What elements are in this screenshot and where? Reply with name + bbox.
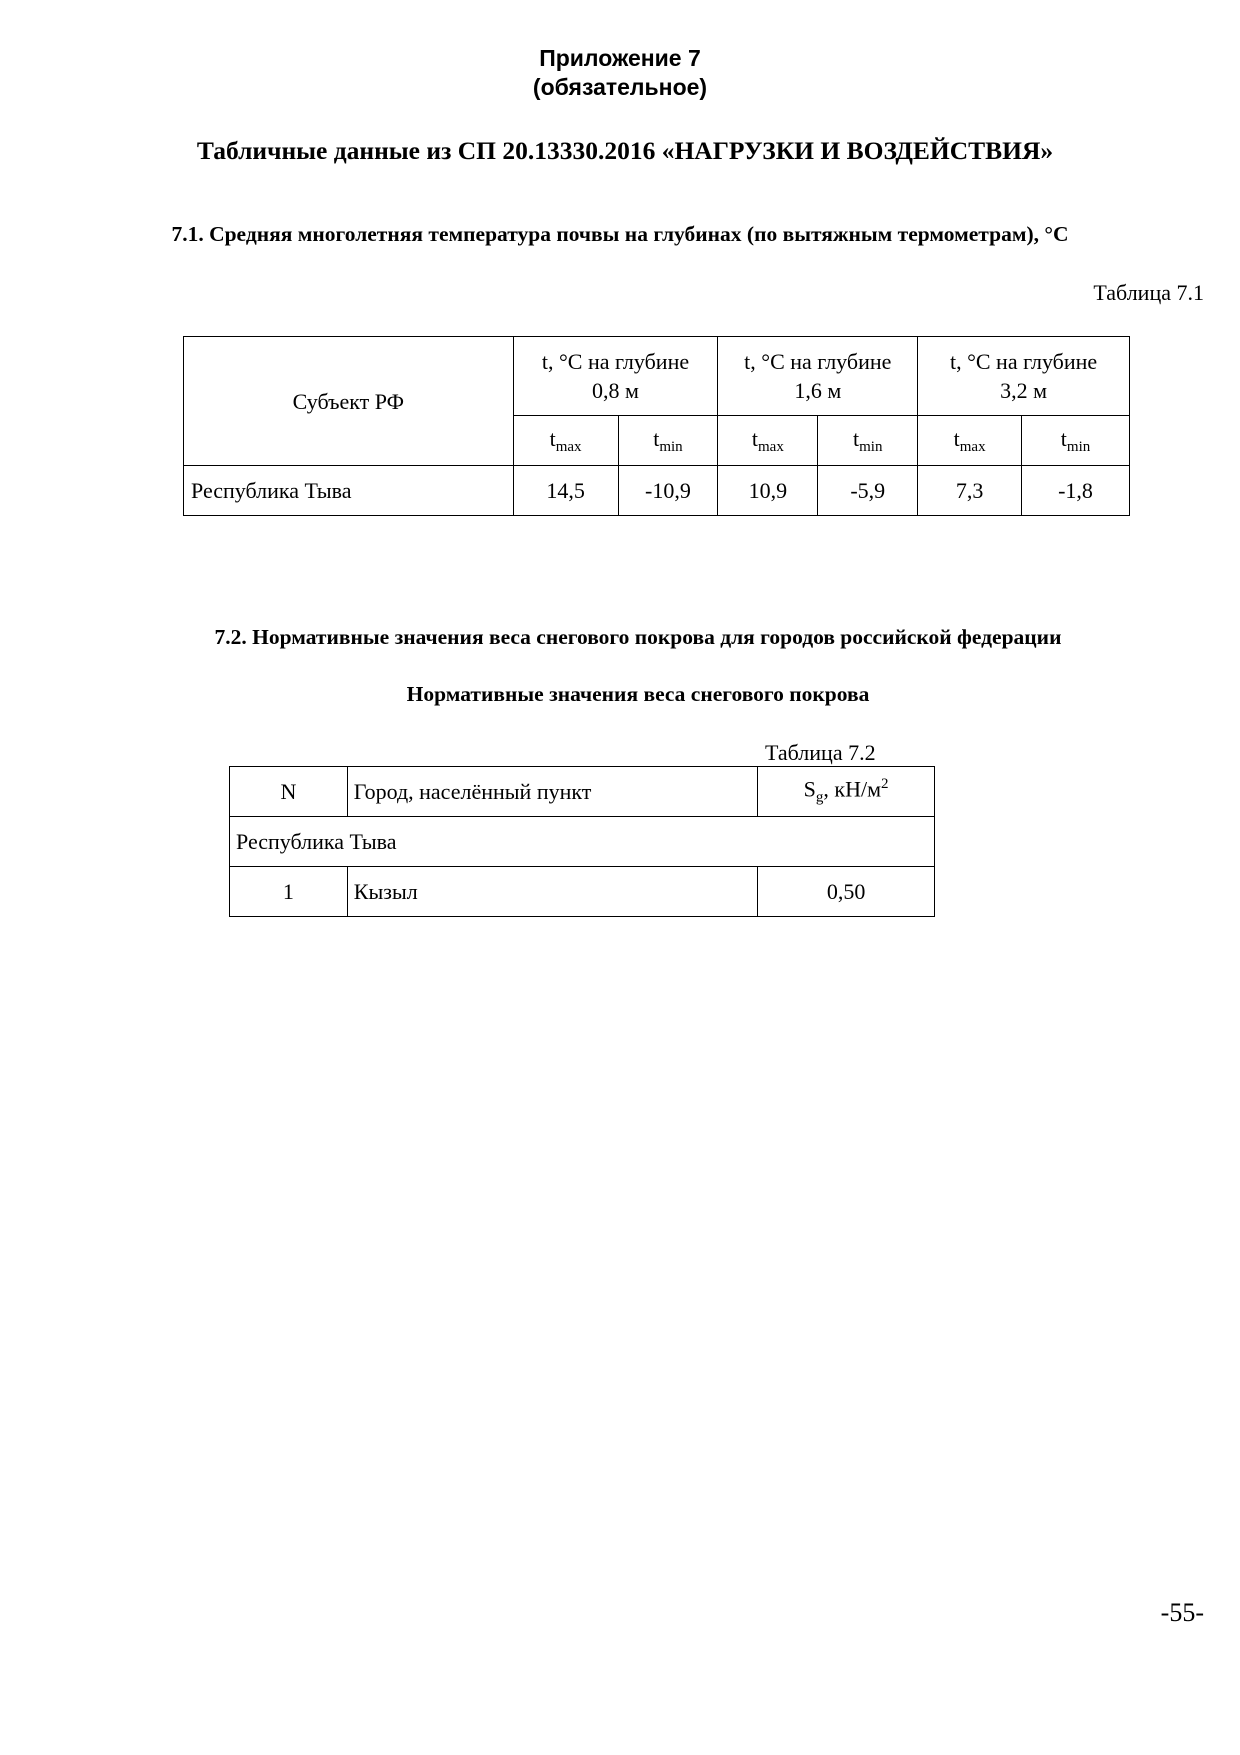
n-header: N <box>230 767 348 817</box>
t-letter: t <box>653 425 660 451</box>
min-subscript: min <box>1066 438 1091 455</box>
max-subscript: max <box>555 438 582 455</box>
unit-text: , кН/м <box>823 776 882 802</box>
depth-header-line2: 1,6 м <box>794 378 842 403</box>
depth-header-1-6 <box>718 337 918 416</box>
value-cell: -10,9 <box>618 466 718 516</box>
table-7-2-label: Таблица 7.2 <box>765 740 876 765</box>
square-superscript: 2 <box>881 776 889 793</box>
section-2-subheading: Нормативные значения веса снегового покрова <box>406 682 870 706</box>
value-cell: 7,3 <box>918 466 1022 516</box>
value-cell: -5,9 <box>818 466 918 516</box>
max-subscript: max <box>758 438 784 455</box>
value-cell: 10,9 <box>718 466 818 516</box>
tmin-header <box>618 416 718 466</box>
t-letter: t <box>549 425 556 451</box>
tmin-header <box>818 416 918 466</box>
tmax-header <box>513 416 618 466</box>
section-1-heading: 7.1. Средняя многолетняя температура почвы на глубинах (по вытяжным термометрам), °С <box>171 222 1069 246</box>
max-subscript: max <box>959 438 986 455</box>
t-letter: t <box>1060 425 1067 451</box>
snow-weight-header <box>758 767 935 817</box>
g-subscript: g <box>815 789 824 806</box>
depth-header-line2: 3,2 м <box>1000 378 1048 403</box>
value-cell: -1,8 <box>1022 466 1130 516</box>
table-header-row <box>230 767 935 817</box>
page-number: -55- <box>1160 1598 1204 1627</box>
value-cell: 0,50 <box>758 867 935 917</box>
table-header-row <box>184 337 1130 416</box>
depth-header-line1: t, °С на глубине <box>949 349 1098 374</box>
tmin-header <box>1022 416 1130 466</box>
appendix-title: Приложение 7 <box>539 45 701 71</box>
tmax-header <box>718 416 818 466</box>
subject-header: Субъект РФ <box>184 337 514 466</box>
table-row <box>230 867 935 917</box>
table-row <box>184 466 1130 516</box>
subject-cell: Республика Тыва <box>184 466 514 516</box>
t-letter: t <box>853 425 860 451</box>
table-7-1 <box>183 336 1130 516</box>
depth-header-line1: t, °С на глубине <box>744 349 892 374</box>
s-letter: S <box>803 776 816 802</box>
group-row <box>230 817 935 867</box>
t-letter: t <box>953 425 960 451</box>
table-7-1-label: Таблица 7.1 <box>1093 280 1204 305</box>
table-7-2 <box>229 766 935 917</box>
city-header: Город, населённый пункт <box>347 767 757 817</box>
appendix-subtitle: (обязательное) <box>532 74 708 100</box>
depth-header-line1: t, °С на глубине <box>541 349 690 374</box>
value-cell: 14,5 <box>513 466 618 516</box>
city-cell: Кызыл <box>347 867 757 917</box>
depth-header-line2: 0,8 м <box>592 378 639 403</box>
min-subscript: min <box>859 438 883 455</box>
depth-header-0-8 <box>513 337 718 416</box>
section-2-heading: 7.2. Нормативные значения веса снегового покрова для городов российской федерации <box>214 625 1062 649</box>
tmax-header <box>918 416 1022 466</box>
depth-header-3-2 <box>918 337 1130 416</box>
t-letter: t <box>751 425 758 451</box>
group-cell: Республика Тыва <box>230 817 935 867</box>
main-title: Табличные данные из СП 20.13330.2016 «НАГРУЗКИ И ВОЗДЕЙСТВИЯ» <box>196 136 1054 165</box>
min-subscript: min <box>659 438 683 455</box>
appendix-heading <box>0 44 1240 102</box>
n-cell: 1 <box>230 867 348 917</box>
